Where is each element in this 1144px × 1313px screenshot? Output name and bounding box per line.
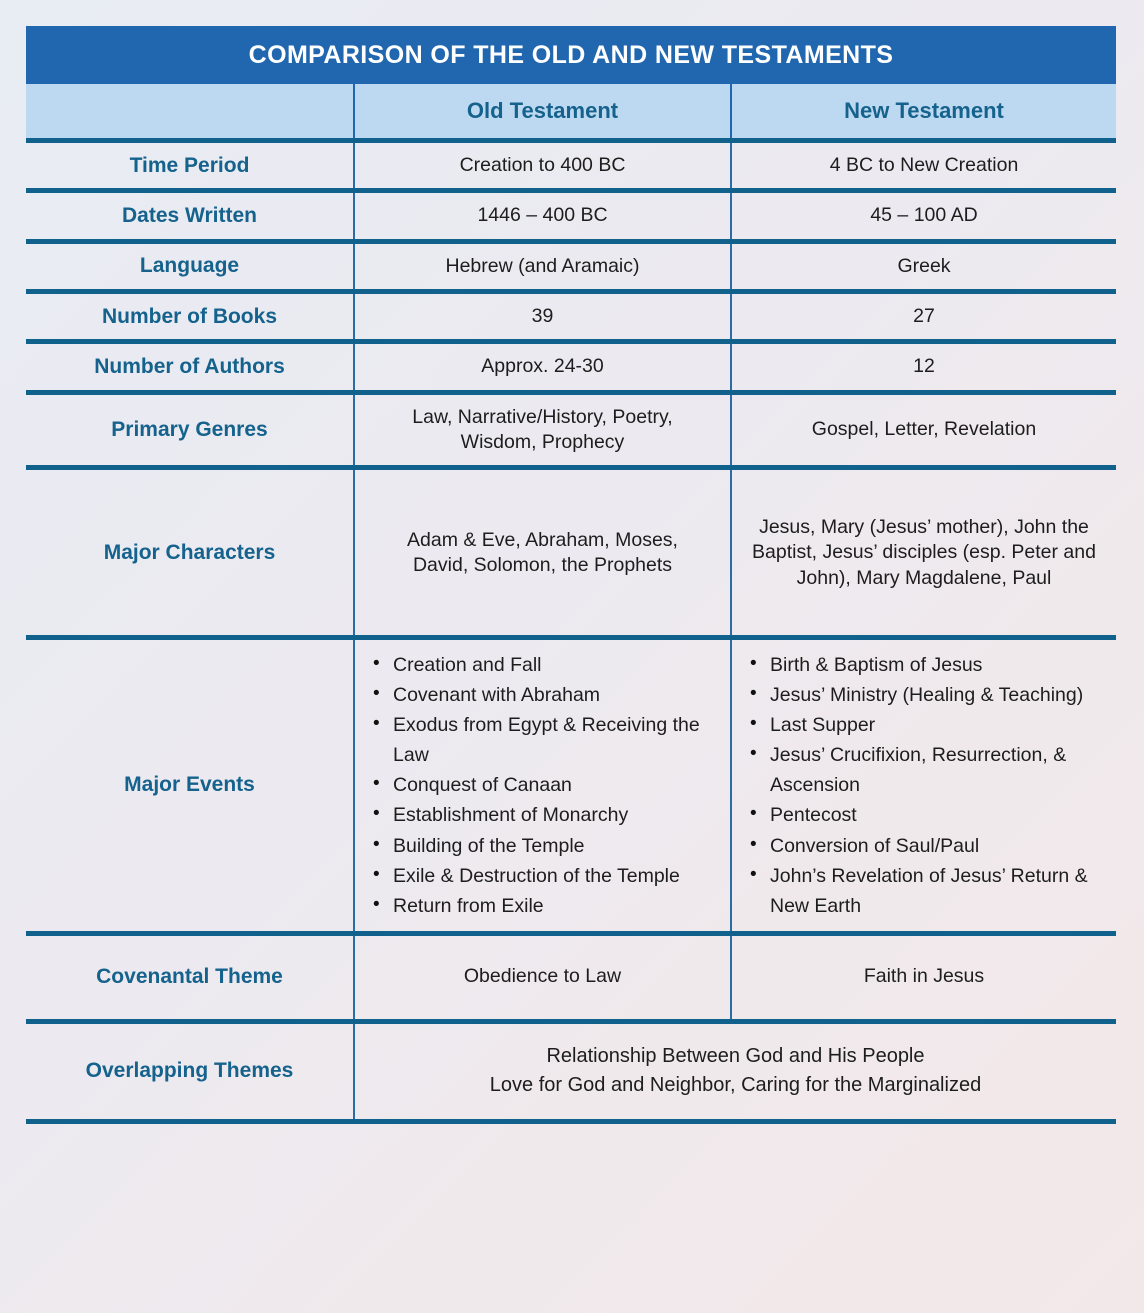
list-item: • Exodus from Egypt & Receiving the Law bbox=[393, 710, 718, 770]
cell-time-period-new: 4 BC to New Creation bbox=[731, 141, 1116, 191]
cell-number-of-authors-old: Approx. 24-30 bbox=[354, 342, 731, 392]
list-item: • Birth & Baptism of Jesus bbox=[770, 650, 1104, 680]
table-row-overlapping-themes bbox=[26, 1021, 1116, 1121]
table-row bbox=[26, 191, 1116, 241]
major-events-old-list bbox=[367, 650, 718, 920]
cell-covenantal-theme-new: Faith in Jesus bbox=[731, 933, 1116, 1021]
list-item: • Pentecost bbox=[770, 800, 1104, 830]
list-item: • Jesus’ Crucifixion, Resurrection, & Ascension bbox=[770, 740, 1104, 800]
comparison-table-sheet bbox=[26, 26, 1116, 1124]
row-label-number-of-books: Number of Books bbox=[26, 292, 354, 342]
overlapping-theme-line-2: Love for God and Neighbor, Caring for the Marginalized bbox=[489, 1074, 982, 1097]
list-item: • Return from Exile bbox=[393, 891, 718, 921]
table-row bbox=[26, 468, 1116, 638]
list-item: • Last Supper bbox=[770, 710, 1104, 740]
comparison-table bbox=[26, 84, 1116, 1124]
row-label-overlapping-themes: Overlapping Themes bbox=[26, 1021, 354, 1121]
row-label-time-period: Time Period bbox=[26, 141, 354, 191]
cell-major-events-old bbox=[354, 638, 731, 933]
header-cell-blank bbox=[26, 84, 354, 141]
list-item: • Establishment of Monarchy bbox=[393, 800, 718, 830]
cell-major-characters-new: Jesus, Mary (Jesus’ mother), John the Baptist, Jesus’ disciples (esp. Peter and John), Mary Magdalene, Paul bbox=[731, 468, 1116, 638]
cell-language-new: Greek bbox=[731, 241, 1116, 291]
row-label-major-characters: Major Characters bbox=[26, 468, 354, 638]
major-events-new-list bbox=[744, 650, 1104, 920]
list-item: • Conquest of Canaan bbox=[393, 770, 718, 800]
cell-number-of-authors-new: 12 bbox=[731, 342, 1116, 392]
cell-primary-genres-new: Gospel, Letter, Revelation bbox=[731, 392, 1116, 468]
table-title-bar bbox=[26, 26, 1116, 84]
cell-primary-genres-old: Law, Narrative/History, Poetry, Wisdom, Prophecy bbox=[354, 392, 731, 468]
list-item: • Exile & Destruction of the Temple bbox=[393, 861, 718, 891]
cell-time-period-old: Creation to 400 BC bbox=[354, 141, 731, 191]
cell-major-events-new bbox=[731, 638, 1116, 933]
cell-dates-written-new: 45 – 100 AD bbox=[731, 191, 1116, 241]
overlapping-theme-line-1: Relationship Between God and His People bbox=[546, 1045, 925, 1068]
cell-covenantal-theme-old: Obedience to Law bbox=[354, 933, 731, 1021]
table-row-major-events bbox=[26, 638, 1116, 933]
list-item: • Creation and Fall bbox=[393, 650, 718, 680]
cell-number-of-books-old: 39 bbox=[354, 292, 731, 342]
table-row bbox=[26, 241, 1116, 291]
row-label-number-of-authors: Number of Authors bbox=[26, 342, 354, 392]
table-row bbox=[26, 933, 1116, 1021]
list-item: • Jesus’ Ministry (Healing & Teaching) bbox=[770, 680, 1104, 710]
list-item: • Covenant with Abraham bbox=[393, 680, 718, 710]
header-cell-new-testament: New Testament bbox=[731, 84, 1116, 141]
cell-dates-written-old: 1446 – 400 BC bbox=[354, 191, 731, 241]
cell-overlapping-themes-merged bbox=[354, 1021, 1116, 1121]
row-label-dates-written: Dates Written bbox=[26, 191, 354, 241]
cell-language-old: Hebrew (and Aramaic) bbox=[354, 241, 731, 291]
table-row bbox=[26, 342, 1116, 392]
page-title: COMPARISON OF THE OLD AND NEW TESTAMENTS bbox=[248, 40, 894, 69]
table-row bbox=[26, 392, 1116, 468]
row-label-major-events: Major Events bbox=[26, 638, 354, 933]
row-label-primary-genres: Primary Genres bbox=[26, 392, 354, 468]
table-row bbox=[26, 141, 1116, 191]
cell-number-of-books-new: 27 bbox=[731, 292, 1116, 342]
cell-major-characters-old: Adam & Eve, Abraham, Moses, David, Solomon, the Prophets bbox=[354, 468, 731, 638]
list-item: • Conversion of Saul/Paul bbox=[770, 831, 1104, 861]
row-label-language: Language bbox=[26, 241, 354, 291]
list-item: • John’s Revelation of Jesus’ Return & New Earth bbox=[770, 861, 1104, 921]
row-label-covenantal-theme: Covenantal Theme bbox=[26, 933, 354, 1021]
table-header-row bbox=[26, 84, 1116, 141]
table-row bbox=[26, 292, 1116, 342]
list-item: • Building of the Temple bbox=[393, 831, 718, 861]
header-cell-old-testament: Old Testament bbox=[354, 84, 731, 141]
